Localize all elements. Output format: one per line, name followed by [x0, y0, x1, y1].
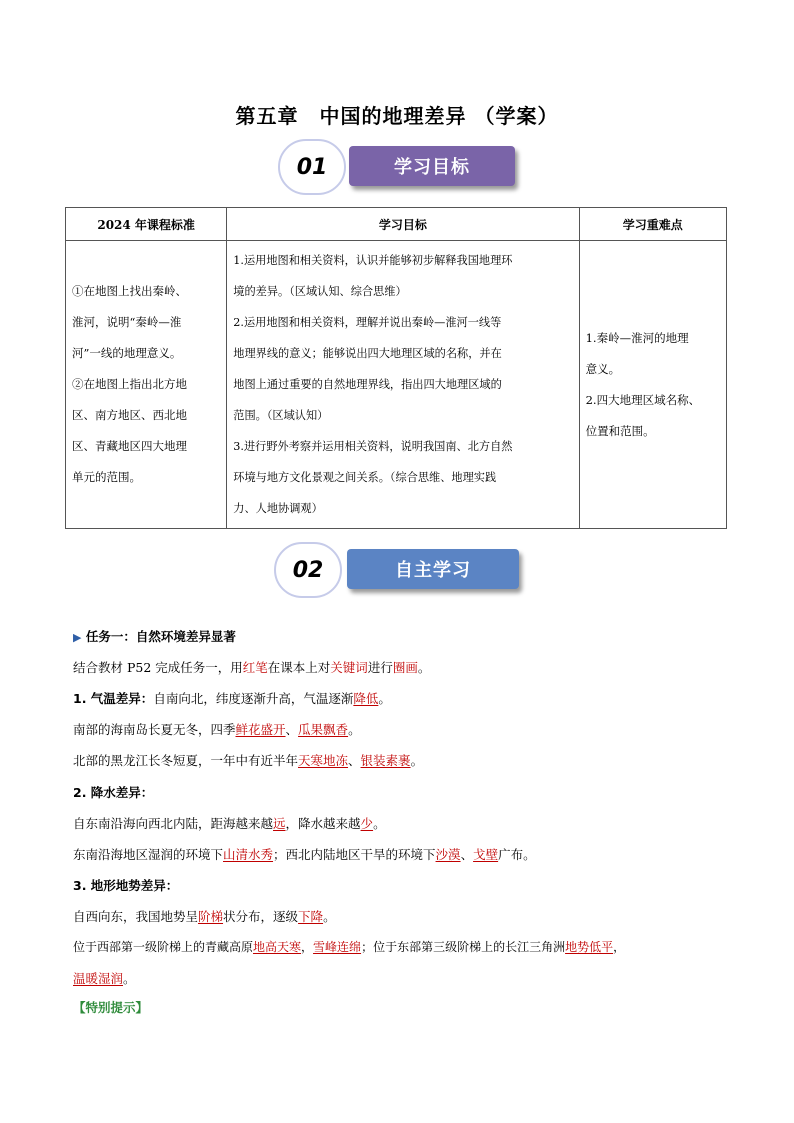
goal-line: 2.运用地图和相关资料，理解并说出秦岭—淮河一线等 [233, 316, 502, 329]
standard-line: ②在地图上指出北方地 [72, 377, 187, 391]
task-heading: ▶ 任务一：自然环境差异显著 [73, 629, 236, 644]
goal-line: 力、人地协调观） [233, 502, 323, 515]
standard-line: ①在地图上找出秦岭、 [72, 284, 187, 298]
section-number: 02 [292, 557, 324, 583]
terrain-compare-cont: 温暖湿润。 [73, 971, 136, 986]
standard-line: 区、青藏地区四大地理 [72, 439, 187, 453]
goal-line: 1.运用地图和相关资料，认识并能够初步解释我国地理环 [233, 254, 513, 267]
temp-north-line: 北部的黑龙江长冬短夏，一年中有近半年天寒地冻、银装素裹。 [73, 753, 424, 768]
key-line: 位置和范围。 [585, 423, 655, 438]
table-header: 学习目标 [227, 208, 579, 241]
terrain-line: 自西向东，我国地势呈阶梯状分布，逐级下降。 [73, 909, 336, 924]
table-header: 学习重难点 [579, 208, 726, 241]
key-points-cell [579, 241, 726, 529]
key-line: 意义。 [585, 361, 621, 376]
temp-line: 1. 气温差异：自南向北，纬度逐渐升高，气温逐渐降低。 [73, 691, 391, 706]
goal-line: 地理界线的意义；能够说出四大地理区域的名称，并在 [233, 347, 502, 360]
standard-line: 区、南方地区、西北地 [72, 408, 187, 422]
terrain-heading: 3. 地形地势差异： [73, 878, 179, 893]
section-number: 01 [296, 154, 328, 180]
goal-line: 境的差异。（区域认知、综合思维） [233, 285, 407, 298]
goal-line: 范围。（区域认知） [233, 409, 329, 422]
terrain-compare-line: 位于西部第一级阶梯上的青藏高原地高天寒，雪峰连绵；位于东部第三级阶梯上的长江三角洲地势低平， [73, 940, 626, 954]
page-title: 第五章 中国的地理差异 （学案） [235, 104, 559, 128]
special-tip-label: 【特别提示】 [73, 1000, 149, 1015]
triangle-bullet-icon: ▶ [73, 631, 82, 644]
table-header: 2024 年课程标准 [66, 208, 227, 241]
key-line: 2.四大地理区域名称、 [585, 392, 701, 407]
goal-line: 环境与地方文化景观之间关系。（综合思维、地理实践 [233, 471, 497, 484]
section-label-goals: 学习目标 [349, 146, 515, 186]
section-number-badge [278, 139, 346, 195]
section-number-badge [274, 542, 342, 598]
rain-landscape-line: 东南沿海地区湿润的环境下山清水秀；西北内陆地区干旱的环境下沙漠、戈壁广布。 [73, 847, 536, 862]
standard-line: 淮河，说明“秦岭—淮 [72, 315, 182, 329]
standard-line: 单元的范围。 [72, 470, 141, 484]
goals-cell [227, 241, 579, 529]
rain-line: 自东南沿海向西北内陆，距海越来越远，降水越来越少。 [73, 816, 386, 831]
standard-cell [66, 241, 227, 529]
goals-table [65, 207, 727, 529]
key-line: 1.秦岭—淮河的地理 [585, 330, 689, 345]
goal-line: 地图上通过重要的自然地理界线，指出四大地理区域的 [233, 378, 502, 391]
standard-line: 河”一线的地理意义。 [72, 346, 182, 360]
intro-line: 结合教材 P52 完成任务一，用红笔在课本上对关键词进行圈画。 [73, 660, 431, 675]
goal-line: 3.进行野外考察并运用相关资料，说明我国南、北方自然 [233, 440, 513, 453]
rain-heading: 2. 降水差异： [73, 785, 154, 800]
section-label-self-study: 自主学习 [347, 549, 519, 589]
temp-south-line: 南部的海南岛长夏无冬，四季鲜花盛开、瓜果飘香。 [73, 722, 361, 737]
